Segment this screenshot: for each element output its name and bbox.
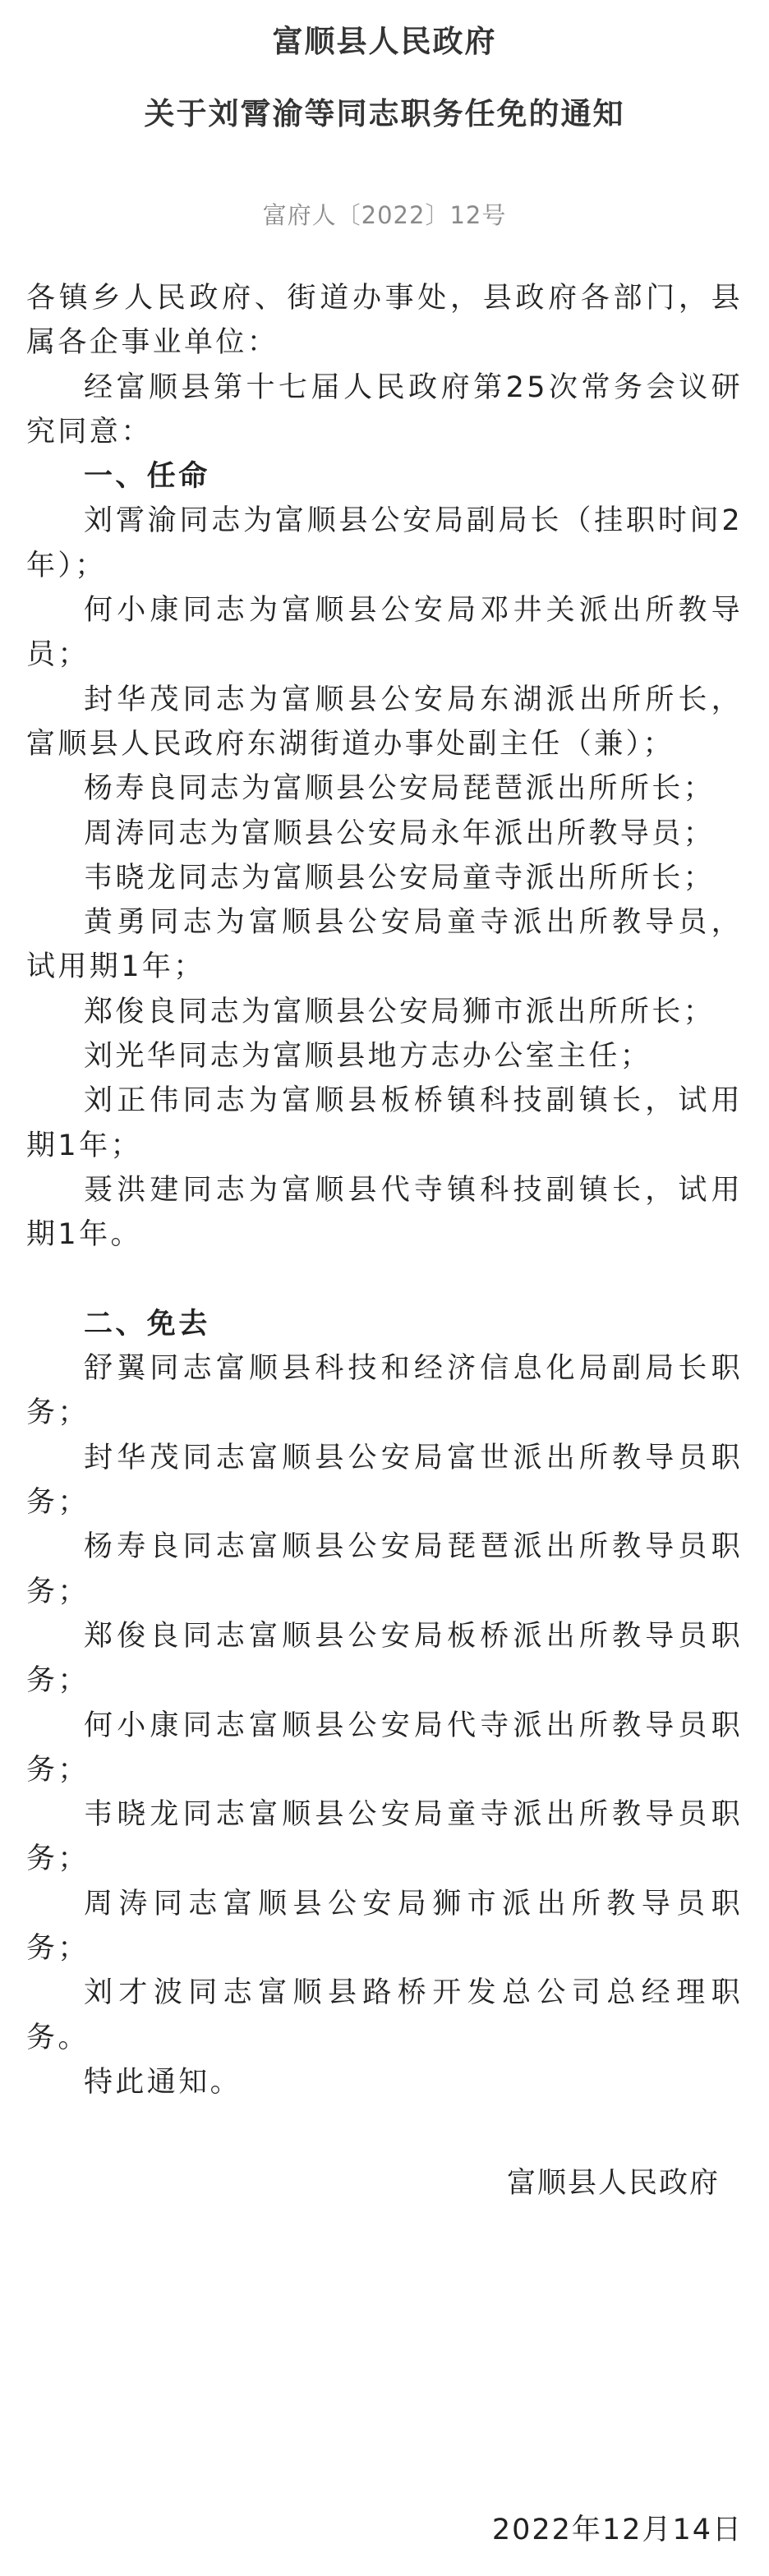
- addressee-line: 各镇乡人民政府、街道办事处，县政府各部门，县属各企事业单位：: [26, 282, 743, 360]
- appointment-item: 杨寿良同志为富顺县公安局琵琶派出所所长；: [84, 772, 716, 806]
- document-issuer-title: 富顺县人民政府: [272, 24, 497, 59]
- document-number: 富府人〔2022〕12号: [262, 201, 507, 229]
- appointment-item: 黄勇同志为富顺县公安局童寺派出所教导员，试用期1年；: [26, 906, 743, 984]
- appointment-item: 刘正伟同志为富顺县板桥镇科技副镇长，试用期1年；: [26, 1084, 743, 1162]
- dismissal-item: 韦晓龙同志富顺县公安局童寺派出所教导员职务；: [26, 1798, 743, 1876]
- appointment-item: 韦晓龙同志为富顺县公安局童寺派出所所长；: [84, 861, 716, 895]
- appointment-item: 聂洪建同志为富顺县代寺镇科技副镇长，试用期1年。: [26, 1173, 743, 1252]
- appointment-item: 刘光华同志为富顺县地方志办公室主任；: [84, 1040, 652, 1074]
- appointment-item: 刘霄渝同志为富顺县公安局副局长（挂职时间2年）；: [26, 504, 743, 582]
- appointment-item: 周涛同志为富顺县公安局永年派出所教导员；: [84, 816, 716, 850]
- appointment-item: 何小康同志为富顺县公安局邓井关派出所教导员；: [26, 594, 743, 672]
- dismissal-item: 舒翼同志富顺县科技和经济信息化局副局长职务；: [26, 1352, 743, 1430]
- issue-date: 2022年12月14日: [491, 2514, 743, 2546]
- appointment-heading: 一、任命: [84, 460, 210, 494]
- document-title: 关于刘霄渝等同志职务任免的通知: [144, 96, 625, 131]
- document-body: [26, 276, 743, 2104]
- appointment-item: 郑俊良同志为富顺县公安局狮市派出所所长；: [84, 995, 716, 1028]
- appointment-item: 封华茂同志为富顺县公安局东湖派出所所长，富顺县人民政府东湖街道办事处副主任（兼）；: [26, 683, 743, 761]
- dismissal-heading: 二、免去: [84, 1307, 210, 1341]
- dismissal-item: 杨寿良同志富顺县公安局琵琶派出所教导员职务；: [26, 1530, 743, 1608]
- intro-paragraph: 经富顺县第十七届人民政府第25次常务会议研究同意：: [26, 370, 743, 448]
- dismissal-item: 何小康同志富顺县公安局代寺派出所教导员职务；: [26, 1709, 743, 1787]
- closing-line: 特此通知。: [84, 2065, 242, 2099]
- dismissal-item: 封华茂同志富顺县公安局富世派出所教导员职务；: [26, 1441, 743, 1520]
- dismissal-item: 郑俊良同志富顺县公安局板桥派出所教导员职务；: [26, 1619, 743, 1698]
- issuer-signature: 富顺县人民政府: [506, 2167, 720, 2200]
- dismissal-item: 周涛同志富顺县公安局狮市派出所教导员职务；: [26, 1887, 743, 1965]
- section-spacer: [26, 1258, 743, 1302]
- dismissal-item: 刘才波同志富顺县路桥开发总公司总经理职务。: [26, 1976, 743, 2054]
